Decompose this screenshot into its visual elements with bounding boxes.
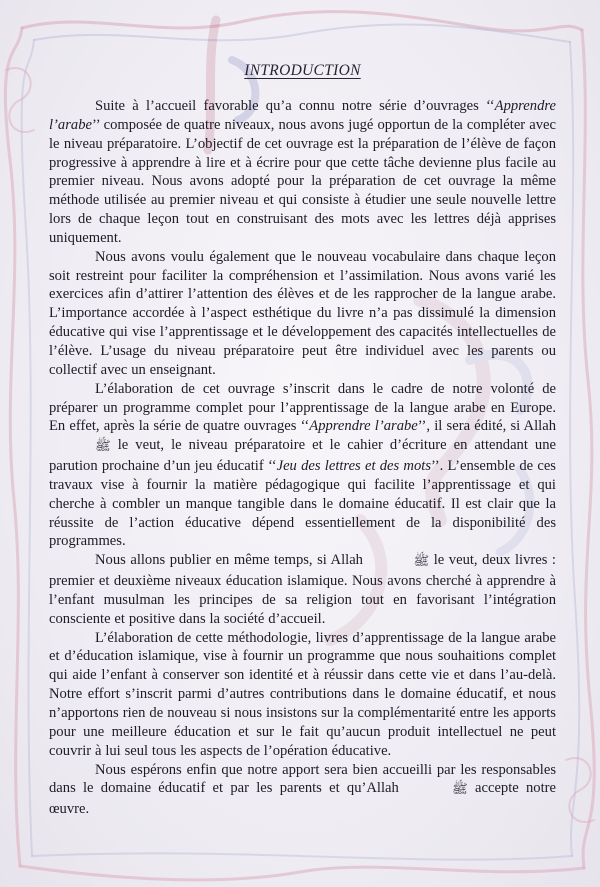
- book-title-italic: Jeu des lettres et des mots: [276, 458, 432, 475]
- salawat-seal-icon: ﷺ: [413, 554, 430, 570]
- paragraph-3: [49, 380, 556, 552]
- text-run: L’élaboration de cet ouvrage s’inscrit dans le cadre de notre volonté de préparer un programme complet pour l’apprentissage de la langue arabe en Europe. En effet, après la série de quatre ouvrages ‘‘: [49, 380, 556, 435]
- text-run: ’’, il sera édité, si Allah: [417, 418, 556, 435]
- paragraph-4: [49, 551, 556, 628]
- book-title-italic: Apprendre l’arabe: [49, 98, 556, 133]
- introduction-text: [49, 97, 556, 819]
- text-run: ’’. L’ensemble de ces travaux vise à fournir la matière pédagogique qui facilite l’apprentissage et qui cherche à combler un manque tangible dans le domaine éducatif. Il est clair que la réussite de l’action éducative dépend essentiellement de la disponibilité des programmes.: [49, 458, 556, 550]
- book-title-italic: Apprendre l’arabe: [309, 418, 418, 435]
- salawat-seal-icon: ﷺ: [95, 439, 111, 455]
- paragraph-6: [49, 761, 556, 820]
- text-run: Nous espérons enfin que notre apport sera bien accueilli par les responsables dans le domaine éducatif et par les parents et qu’Allah: [49, 761, 556, 797]
- text-run: Suite à l’accueil favorable qu’a connu notre série d’ouvrages ‘‘: [95, 98, 495, 114]
- page-title: INTRODUCTION: [244, 62, 361, 79]
- text-run: accepte notre œuvre.: [49, 780, 556, 818]
- text-run: le veut, le niveau préparatoire et le cahier d’écriture en attendant une parution prochaine d’un jeu éducatif ‘‘: [49, 437, 556, 475]
- text-run: Nous allons publier en même temps, si Allah: [95, 552, 368, 569]
- text-run: Nous avons voulu également que le nouveau vocabulaire dans chaque leçon soit restreint pour faciliter la compréhension et l’assimilation. Nous avons varié les exercices afin d’attirer l’attention des élèves et de les rapprocher de la langue arabe. L’importance accordée à l’aspect esthétique du livre n’a pas dissimulé la dimension éducative qui vise l’apprentissage et le développement des capacités intellectuelles de l’élève. L’usage du niveau préparatoire peut être individuel avec les parents ou collectif avec un enseignant.: [49, 248, 556, 378]
- paragraph-1: [49, 97, 556, 248]
- introduction-page: [49, 62, 556, 819]
- text-run: ’’ composée de quatre niveaux, nous avons jugé opportun de la compléter avec le niveau préparatoire. L’objectif de cet ouvrage est la préparation de l’élève de façon progressive à apprendre à lire et à écrire pour que cette tâche devienne plus facile au premier niveau. Nous avons adopté pour la préparation de cet ouvrage la même méthode utilisée au premier niveau et qui consiste à étudier une seule nouvelle lettre lors de chaque leçon tout en construisant des mots avec les lettres déjà apprises uniquement.: [49, 116, 556, 246]
- text-run: le veut, deux livres : premier et deuxième niveaux éducation islamique. Nous avons cherché à apprendre à l’enfant musulman les principes de sa religion tout en favorisant l’intégration consciente et positive dans la société d’accueil.: [49, 552, 556, 627]
- text-run: L’élaboration de cette méthodologie, livres d’apprentissage de la langue arabe et d’éducation islamique, vise à fournir un programme que nous souhaitions complet qui aide l’enfant à conserver son identité et à réussir dans cette vie et dans l’au-delà. Notre effort s’inscrit parmi d’autres contributions dans le domaine éducatif, et nous n’apportons rien de nouveau si nous insistons sur la complémentarité entre les apports pour une meilleure éducation et sur le fait qu’aucun produit intellectuel ne peut couvrir à lui seul tous les aspects de l’opération éducative.: [49, 629, 556, 759]
- paragraph-5: [49, 629, 556, 761]
- paragraph-2: [49, 248, 556, 380]
- salawat-seal-icon: ﷺ: [452, 782, 468, 798]
